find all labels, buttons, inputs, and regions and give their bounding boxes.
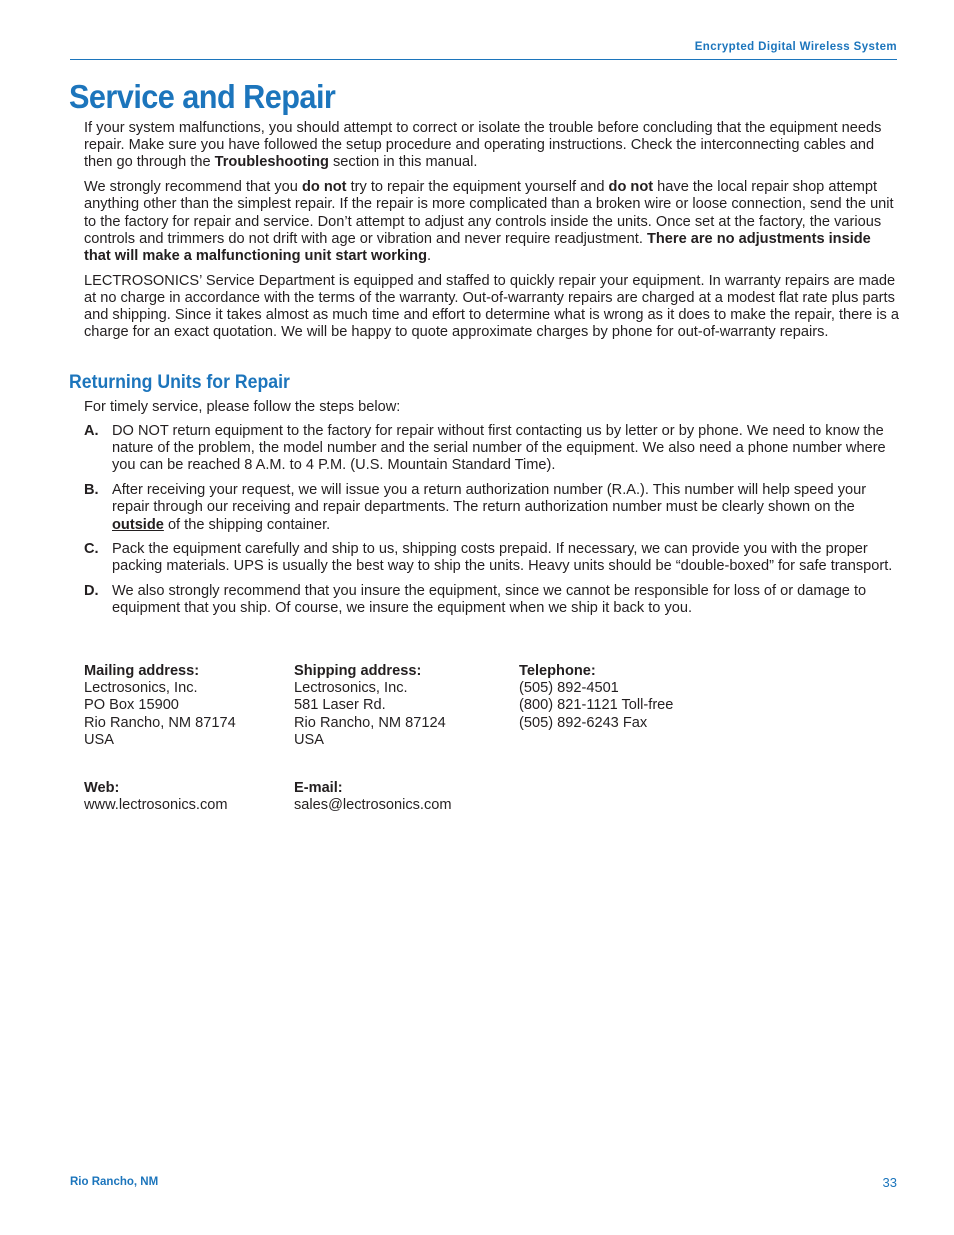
- step-text: After receiving your request, we will issue you a return authorization number (R.A.). This number will help speed your repair through our receiving and repair departments. The return authorization number must be clearly shown on the outside of the shipping container.: [112, 482, 867, 533]
- paragraph-malfunction: If your system malfunctions, you should attempt to correct or isolate the trouble before concluding that the equipment needs repair. Make sure you have followed the setup procedure and operating instructions. Check the interconnecting cables and then go through the Troubleshooting section in this manual.: [84, 120, 882, 171]
- step-text: Pack the equipment carefully and ship to us, shipping costs prepaid. If necessary, we can provide you with the proper packing materials. UPS is usually the best way to ship the units. Heavy units should be “double-boxed” for safe transport.: [112, 541, 893, 575]
- address-line: Rio Rancho, NM 87174: [84, 714, 236, 731]
- step-text: DO NOT return equipment to the factory for repair without first contacting us by letter or by phone. We need to know the nature of the problem, the model number and the serial number of the equipment. We also need a phone number where you can be reached 8 A.M. to 4 P.M. (U.S. Mountain Standard Time).: [112, 423, 886, 474]
- address-line: Lectrosonics, Inc.: [294, 680, 408, 697]
- email-block: [294, 780, 452, 814]
- step-letter: D.: [84, 583, 99, 600]
- step-d: [84, 583, 899, 617]
- step-b: [84, 482, 899, 534]
- address-line: Lectrosonics, Inc.: [84, 680, 198, 697]
- returning-intro: For timely service, please follow the steps below:: [84, 399, 401, 415]
- telephone-block: [519, 663, 673, 732]
- page-title: Service and Repair: [69, 78, 336, 115]
- web-url: www.lectrosonics.com: [84, 797, 228, 814]
- step-a: [84, 423, 899, 475]
- paragraph-service-department: LECTROSONICS’ Service Department is equipped and staffed to quickly repair your equipment. In warranty repairs are made at no charge in accordance with the terms of the warranty. Out-of-warranty repairs are charged at a modest flat rate plus parts and shipping. Since it takes almost as much time and effort to determine what is wrong as it does to make the repair, there is a charge for an exact quotation. We will be happy to quote approximate charges by phone for out-of-warranty repairs.: [84, 272, 899, 341]
- mailing-address: [84, 663, 236, 749]
- telephone-label: Telephone:: [519, 663, 596, 679]
- header-rule: [70, 59, 897, 60]
- shipping-address-label: Shipping address:: [294, 663, 422, 679]
- address-line: Rio Rancho, NM 87124: [294, 714, 446, 731]
- troubleshooting-ref: Troubleshooting: [214, 154, 329, 171]
- address-line: 581 Laser Rd.: [294, 697, 386, 714]
- step-text: We also strongly recommend that you insure the equipment, since we cannot be responsible for loss of or damage to equipment that you ship. Of course, we insure the equipment when we ship it back to you.: [112, 583, 867, 617]
- address-line: USA: [294, 731, 325, 748]
- address-line: USA: [84, 731, 115, 748]
- page-number: 33: [882, 1175, 897, 1190]
- running-header: Encrypted Digital Wireless System: [694, 41, 897, 53]
- step-c: [84, 541, 899, 575]
- shipping-address: [294, 663, 446, 749]
- address-line: PO Box 15900: [84, 697, 179, 714]
- step-letter: C.: [84, 541, 99, 558]
- intro-paragraphs: [84, 120, 899, 349]
- outside-emphasis: outside: [112, 516, 164, 533]
- phone-number: (505) 892-4501: [519, 680, 619, 697]
- paragraph-recommendation: We strongly recommend that you do not try to repair the equipment yourself and do not have the local repair shop attempt anything other than the simplest repair. If the repair is more complicated than a broken wire or loose connection, send the unit to the factory for repair and service. Don’t attempt to adjust any controls inside the units. Once set at the factory, the various controls and trimmers do not drift with age or vibration and never require readjustment. There are no adjustments inside that will make a malfunctioning unit start working.: [84, 179, 894, 264]
- step-letter: A.: [84, 423, 99, 439]
- email-label: E-mail:: [294, 780, 343, 796]
- footer-location: Rio Rancho, NM: [70, 1176, 159, 1188]
- step-letter: B.: [84, 482, 99, 499]
- section-heading-returning: Returning Units for Repair: [69, 372, 290, 393]
- steps-list: [84, 423, 899, 625]
- web-block: [84, 780, 228, 814]
- web-label: Web:: [84, 780, 120, 796]
- phone-number: (800) 821-1121 Toll-free: [519, 697, 674, 714]
- mailing-address-label: Mailing address:: [84, 663, 200, 679]
- fax-number: (505) 892-6243 Fax: [519, 714, 648, 731]
- email-address: sales@lectrosonics.com: [294, 797, 452, 814]
